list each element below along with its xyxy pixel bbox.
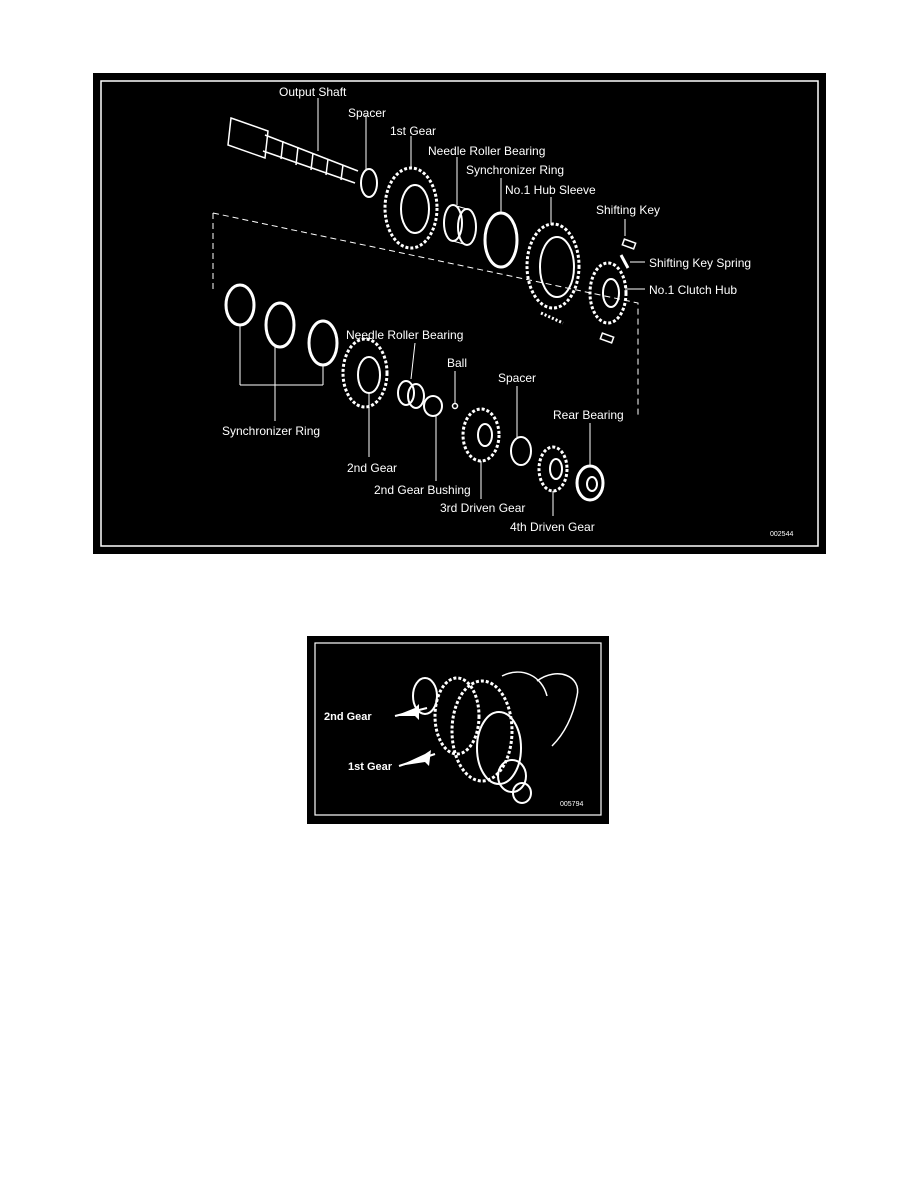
- label-spacer-2: Spacer: [498, 371, 537, 385]
- label-ball: Ball: [447, 356, 468, 370]
- label-needle-roller-bearing-1: Needle Roller Bearing: [428, 144, 546, 158]
- label-hub-sleeve: No.1 Hub Sleeve: [505, 183, 596, 197]
- gear-assembly-drawing: [413, 672, 578, 803]
- label-output-shaft: Output Shaft: [279, 85, 347, 99]
- second-gear-part: [343, 339, 387, 407]
- figure-code: 005794: [560, 801, 584, 808]
- synchronizer-rings-group: [226, 285, 337, 365]
- label-shifting-key: Shifting Key: [596, 203, 661, 217]
- label-third-driven-gear: 3rd Driven Gear: [440, 501, 526, 515]
- third-driven-gear-part: [463, 409, 499, 461]
- hub-sleeve-part: [527, 224, 579, 308]
- clutch-hub-part: [590, 263, 626, 323]
- label-rear-bearing: Rear Bearing: [553, 408, 624, 422]
- label-second-gear: 2nd Gear: [324, 711, 372, 723]
- rear-bearing-part: [577, 466, 603, 500]
- fourth-driven-gear-part: [539, 447, 567, 491]
- second-gear-arrow: [395, 704, 427, 720]
- gear-assembly-svg: [307, 636, 609, 824]
- synchronizer-ring-1-part: [485, 213, 517, 267]
- shifting-key-spring-part: [621, 255, 628, 268]
- label-first-gear: 1st Gear: [390, 124, 437, 138]
- exploded-view-svg: [93, 73, 826, 554]
- label-clutch-hub: No.1 Clutch Hub: [649, 283, 738, 297]
- shifting-key-part-2: [600, 333, 613, 343]
- label-synchronizer-ring-2: Synchronizer Ring: [222, 424, 321, 438]
- label-second-gear: 2nd Gear: [347, 461, 398, 475]
- output-shaft-part: [228, 118, 358, 183]
- label-needle-roller-bearing-2: Needle Roller Bearing: [346, 328, 464, 342]
- assembly-dashed-line: [213, 213, 638, 418]
- gear-assembly-diagram: [307, 636, 609, 824]
- label-shifting-key-spring: Shifting Key Spring: [649, 256, 752, 270]
- spacer-1-part: [361, 169, 377, 197]
- first-gear-part: [385, 168, 437, 248]
- figure-frame: [315, 643, 601, 815]
- exploded-view-diagram: [93, 73, 826, 554]
- ball-part: [453, 404, 458, 409]
- label-first-gear: 1st Gear: [348, 761, 393, 773]
- shifting-key-spring-part-2: [541, 313, 563, 323]
- label-synchronizer-ring-1: Synchronizer Ring: [466, 163, 565, 177]
- first-gear-arrow: [399, 750, 435, 766]
- leader-lines: [240, 98, 645, 516]
- label-fourth-driven-gear: 4th Driven Gear: [510, 520, 595, 534]
- needle-roller-bearing-2-part: [398, 381, 424, 408]
- figure-code: 002544: [770, 531, 794, 538]
- label-second-gear-bushing: 2nd Gear Bushing: [374, 483, 471, 497]
- second-gear-bushing-part: [424, 396, 442, 416]
- shifting-key-part: [622, 239, 635, 249]
- needle-roller-bearing-1-part: [444, 205, 476, 245]
- spacer-2-part: [511, 437, 531, 465]
- label-spacer-1: Spacer: [348, 106, 387, 120]
